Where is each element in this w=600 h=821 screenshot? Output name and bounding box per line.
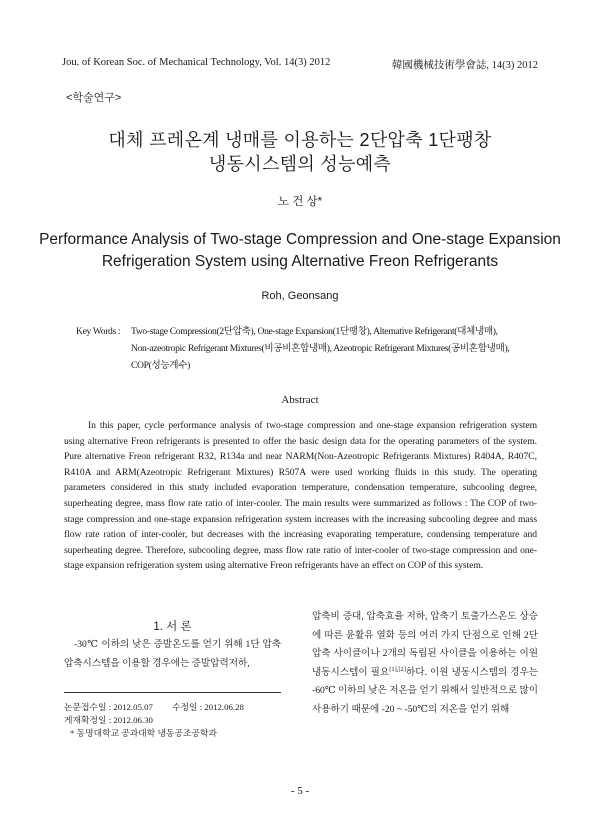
category-label: <학술연구> — [66, 92, 122, 104]
keywords-line1: Two-stage Compression(2단압축), One-stage Expansion(1단팽창), Alternative Refrigerant(대체냉매), — [131, 326, 498, 337]
footnote-divider — [64, 692, 281, 693]
author-affiliation: * 동명대학교 공과대학 냉동공조공학과 — [70, 728, 217, 738]
english-author: Roh, Geonsang — [261, 290, 339, 302]
keywords-line2: Non-azeotropic Refrigerant Mixtures(비공비혼합냉매), Azeotropic Refrigerant Mixtures(공비혼합냉매), — [131, 343, 510, 354]
received-date: 논문접수일 : 2012.05.07 — [64, 702, 153, 712]
journal-header-right: 韓國機械技術學會誌, 14(3) 2012 — [391, 60, 538, 71]
keywords-line3: COP(성능계수) — [131, 360, 190, 371]
intro-left-column-text: -30℃ 이하의 낮은 증발온도를 얻기 위해 1단 압축압축시스템을 이용할 경우에는 증발압력저하, — [64, 639, 281, 669]
korean-title-line2: 냉동시스템의 성능예측 — [208, 154, 392, 174]
keywords-label: Key Words : — [76, 326, 121, 337]
intro-right-text-part2: 하다. 이원 냉동시스템의 경우는 -60℃ 이하의 낮은 저온을 얻기 위해서 일반적으로 많이 사용하기 때문에 -20 ~ -50℃의 저온을 얻기 위해 — [312, 666, 538, 715]
journal-header-left: Jou. of Korean Soc. of Mechanical Technology, Vol. 14(3) 2012 — [62, 57, 331, 68]
abstract-heading: Abstract — [281, 394, 319, 406]
accepted-date: 게재확정일 : 2012.06.30 — [64, 715, 153, 725]
citation-reference[interactable]: [1],[2] — [389, 665, 406, 673]
intro-right-text-part1: 압축비 증대, 압축효율 저하, 압축기 토출가스온도 상승에 따른 윤활유 열화 등의 여러 가지 단점으로 인해 2단 압축 사이클이나 2개의 독립된 사이클을 이용하는 이원 냉동시스템이 필요 — [312, 611, 538, 678]
english-title-line1: Performance Analysis of Two-stage Compression and One-stage Expansion — [39, 231, 561, 248]
korean-author: 노 건 상* — [277, 196, 323, 208]
revised-date: 수정일 : 2012.06.28 — [172, 702, 244, 712]
section-heading-introduction: 1. 서 론 — [153, 621, 192, 633]
korean-title-line1: 대체 프레온계 냉매를 이용하는 2단압축 1단팽창 — [108, 130, 492, 150]
intro-right-column-text — [312, 608, 538, 719]
page-number: - 5 - — [290, 785, 310, 797]
abstract-body: In this paper, cycle performance analysis of two-stage compression and one-stage expansion refrigeration system using alternative Freon refrigerants is presented to offer the basic design data for the operating parameters of the system. Pure alternative Freon refrigerant R32, R134a and near NARM(Non-Azeotropic Refrigerants Mixtures) R404A, R407C, R410A and ARM(Azeotropic Refrigerant Mixtures) R507A were used working fluids in this study. The operating parameters considered in this study included evaporation temperature, condensation temperature, subcooling degree, superheating degree, mass flow rate ratio of inter-cooler. The main results were summarized as follows : The COP of two-stage compression and one-stage expansion refrigeration system increases with the increasing subcooling degree and mass flow rate ration of inter-cooler, but decreases with the increasing evaporating temperature, condensing temperature and superheating degree. Therefore, subcooling degree, mass flow rate ratio of inter-cooler of two-stage compression and one-stage expansion refrigeration system using alternative Freon refrigerants have an effect on COP of this system. — [64, 420, 537, 572]
english-title-line2: Refrigeration System using Alternative Freon Refrigerants — [101, 253, 499, 270]
